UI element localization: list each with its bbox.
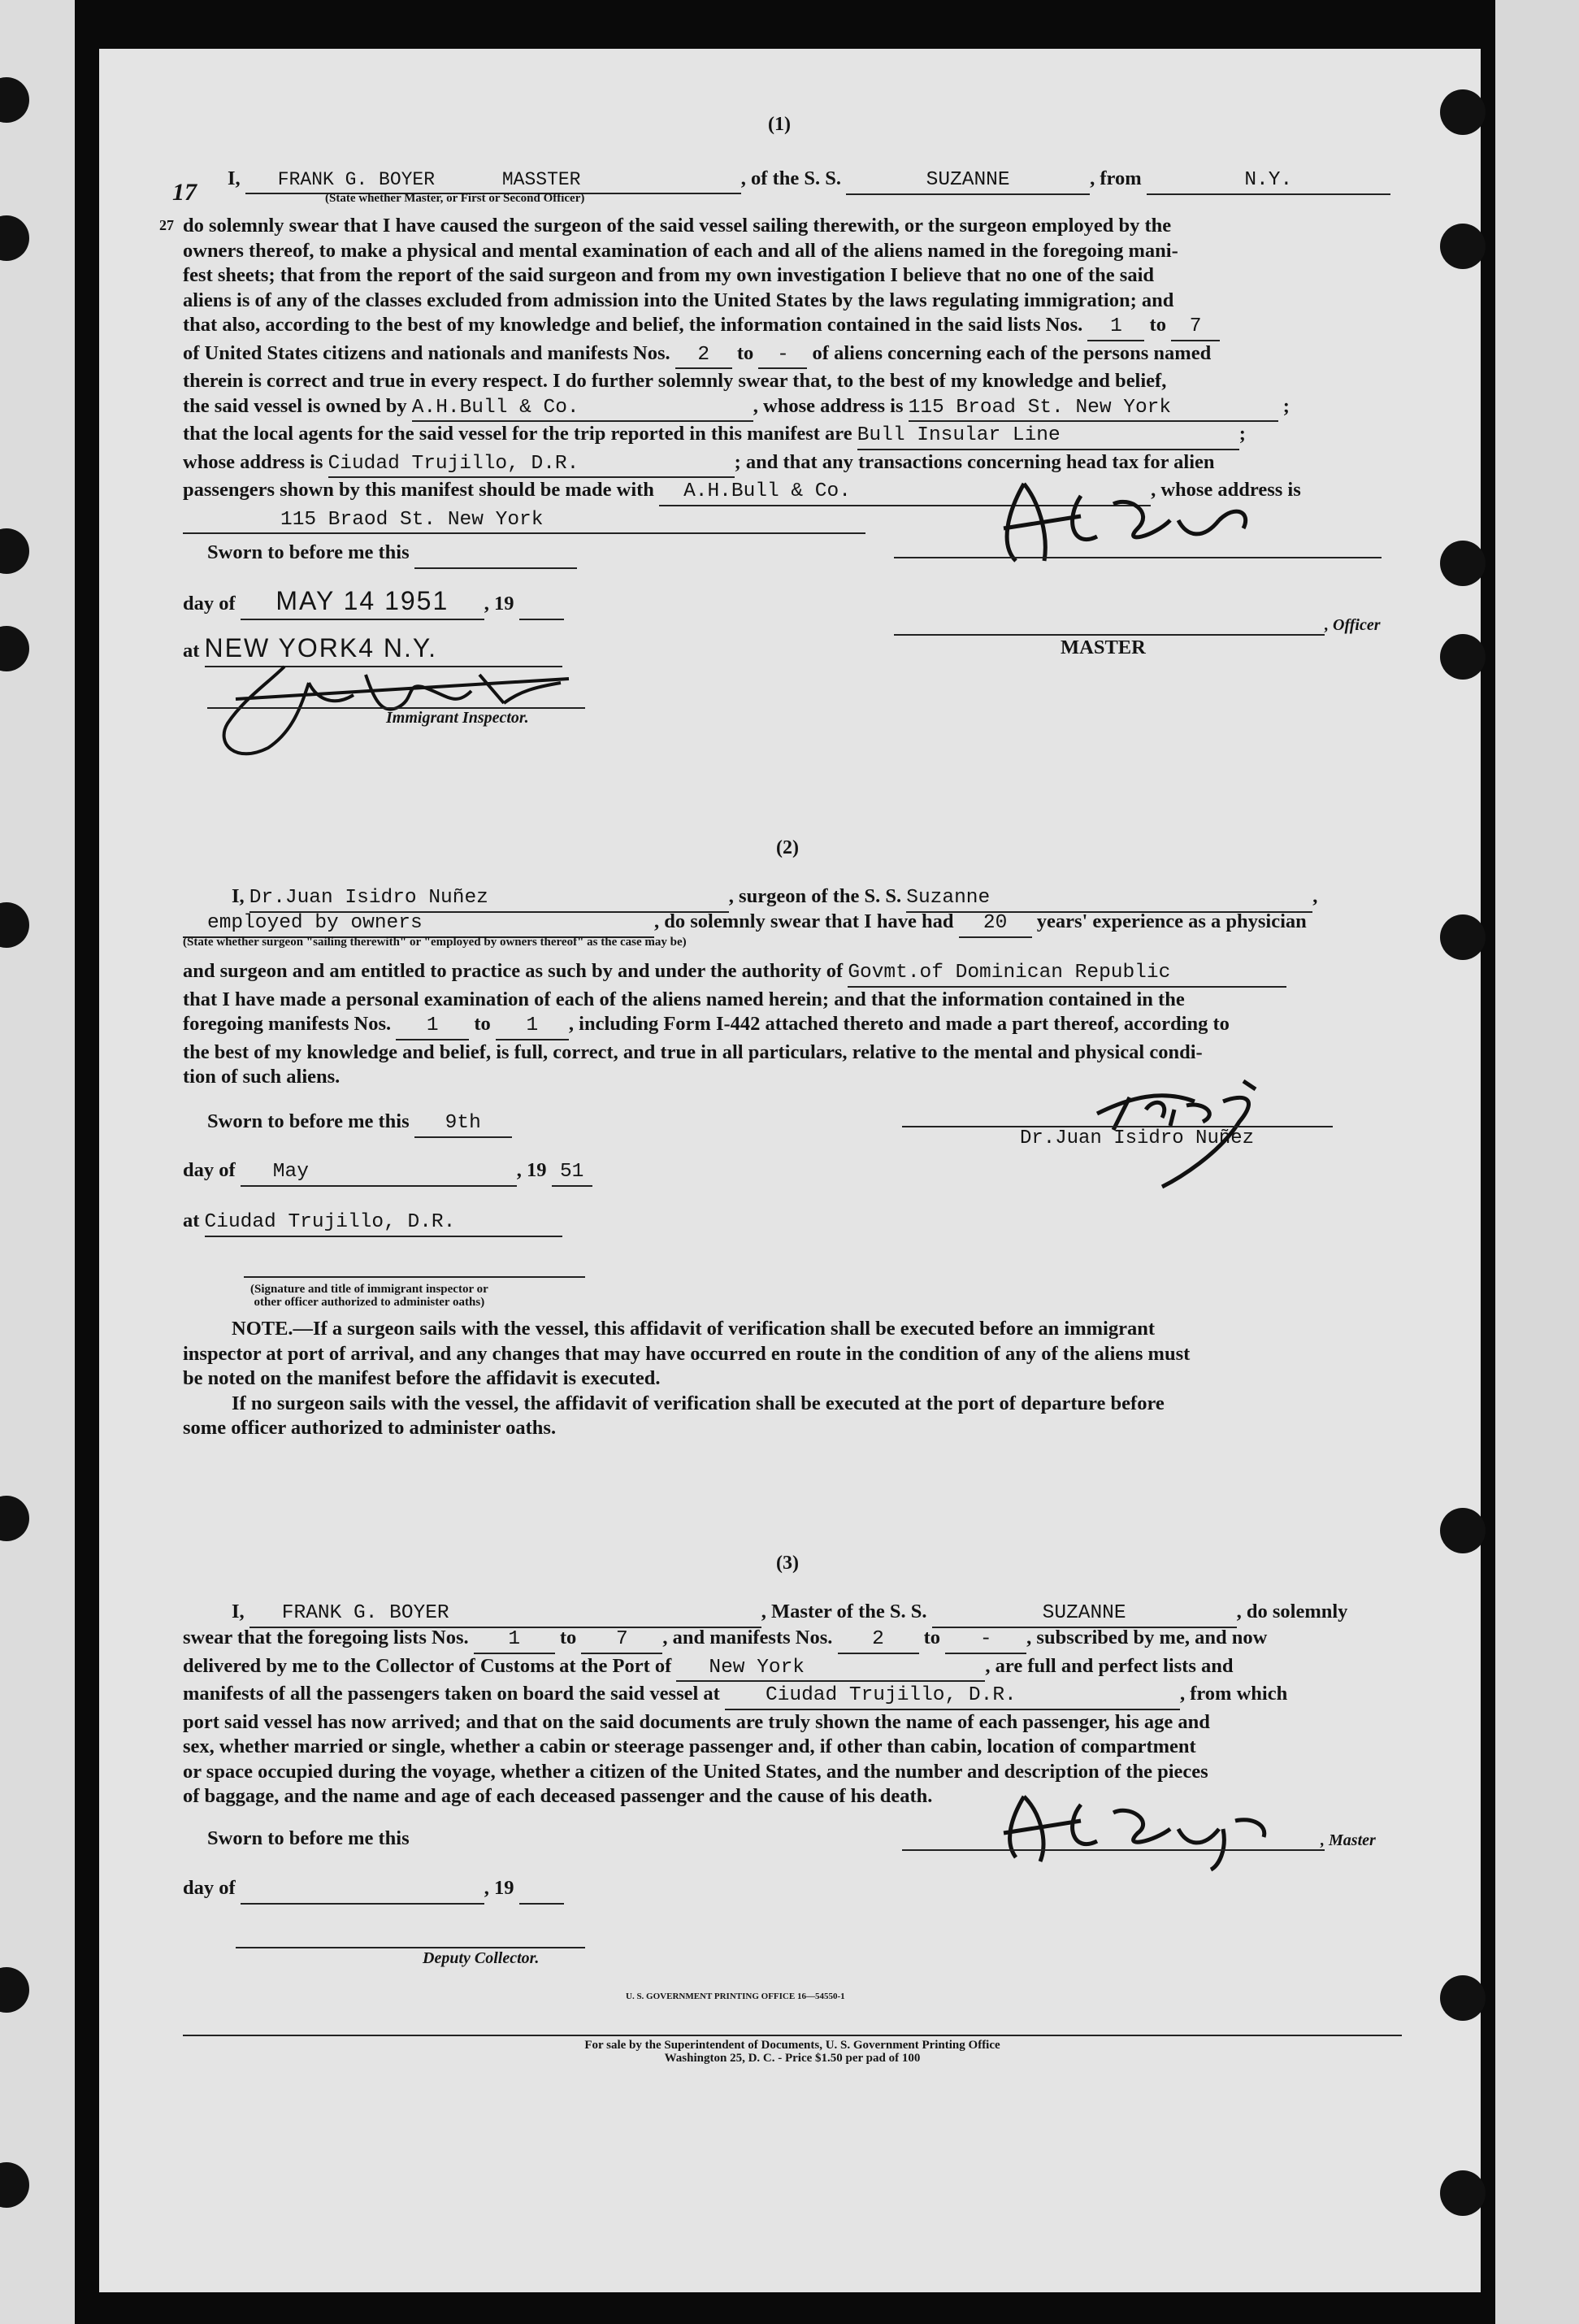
text: Sworn to before me this bbox=[207, 1827, 410, 1849]
sworn-line bbox=[207, 541, 577, 569]
text: day of bbox=[183, 1877, 236, 1899]
master-name: FRANK G. BOYER bbox=[277, 169, 436, 190]
text-to: to bbox=[1149, 314, 1166, 336]
inspector-caption: Immigrant Inspector. bbox=[386, 709, 529, 727]
text: passengers shown by this manifest should be made with bbox=[183, 479, 654, 501]
section1-first-line bbox=[228, 167, 1390, 195]
section3-body bbox=[183, 1626, 1402, 1809]
master-name-field bbox=[245, 167, 741, 194]
oath-line bbox=[183, 341, 1402, 370]
section-number: (3) bbox=[776, 1553, 799, 1574]
section3-first-line bbox=[232, 1600, 1347, 1628]
manifest-to-field: 1 bbox=[496, 1014, 569, 1040]
place-stamp: NEW YORK4 N.Y. bbox=[204, 633, 437, 662]
right-margin-strip bbox=[1495, 0, 1579, 2324]
margin-mark: 27 bbox=[159, 217, 174, 233]
manifest-from-field: 2 bbox=[838, 1627, 919, 1654]
text: Sworn to before me this bbox=[207, 1110, 410, 1132]
text: that also, according to the best of my knowledge and belief, the information contained in the said lists Nos. bbox=[183, 314, 1083, 336]
years-field: 20 bbox=[959, 911, 1032, 938]
year-field: 51 bbox=[552, 1160, 592, 1187]
text: swear that the foregoing lists Nos. bbox=[183, 1627, 469, 1649]
date-field bbox=[241, 1878, 484, 1905]
oath-line: the said vessel is owned by A.H.Bull & Co. , whose address is 115 Broad St. New York ; bbox=[183, 394, 1402, 423]
officer-caption: , Officer bbox=[1325, 616, 1381, 634]
surgeon-name-field: Dr.Juan Isidro Nuñez bbox=[249, 886, 729, 913]
oath-line: sex, whether married or single, whether a cabin or steerage passenger and, if other than cabin, location of compartment bbox=[183, 1735, 1196, 1757]
oath-line bbox=[183, 1654, 1402, 1683]
text: , 19 bbox=[516, 1159, 547, 1181]
rank: MASSTER bbox=[501, 169, 581, 190]
text: , subscribed by me, and now bbox=[1026, 1627, 1268, 1649]
place-field: Ciudad Trujillo, D.R. bbox=[205, 1210, 562, 1237]
text-to: to bbox=[559, 1627, 577, 1649]
text: , are full and perfect lists and bbox=[985, 1654, 1234, 1677]
master-signature-line bbox=[902, 1849, 1325, 1851]
master-signature-line bbox=[894, 557, 1382, 558]
master-signature bbox=[983, 1784, 1292, 1874]
text-I: I, bbox=[232, 1601, 245, 1622]
deputy-caption: Deputy Collector. bbox=[423, 1949, 540, 1967]
text-of-ss: , of the S. S. bbox=[740, 167, 841, 189]
text: Sworn to before me this bbox=[207, 541, 410, 563]
punch-hole-right bbox=[1440, 224, 1486, 269]
oath-line bbox=[183, 1626, 1402, 1654]
manifest-to-field: - bbox=[945, 1627, 1026, 1654]
administering-officer-line bbox=[244, 1276, 585, 1278]
punch-hole-right bbox=[1440, 914, 1486, 960]
punch-hole-right bbox=[1440, 89, 1486, 135]
text: , do solemnly swear that I have had bbox=[654, 910, 954, 932]
date-field bbox=[241, 586, 484, 620]
departure-field: Ciudad Trujillo, D.R. bbox=[725, 1683, 1180, 1710]
section2-first-line: I, Dr.Juan Isidro Nuñez , surgeon of the S. S. Suzanne , bbox=[232, 884, 1317, 913]
lists-to-field: 7 bbox=[581, 1627, 662, 1654]
section-number: (1) bbox=[768, 114, 791, 135]
lists-from-field: 1 bbox=[474, 1627, 555, 1654]
text: that the local agents for the said vessel for the trip reported in this manifest are bbox=[183, 423, 852, 445]
sworn-day-field bbox=[414, 542, 577, 569]
sworn-line bbox=[207, 1827, 410, 1852]
note-line: some officer authorized to administer oaths. bbox=[183, 1417, 557, 1439]
owner-field: A.H.Bull & Co. bbox=[412, 396, 753, 423]
text: day of bbox=[183, 1159, 236, 1181]
text: ; and that any transactions concerning head tax for alien bbox=[734, 450, 1215, 473]
port-field: New York bbox=[676, 1656, 985, 1683]
oath-line: fest sheets; that from the report of the said surgeon and from my own investigation I believe that no one of the said bbox=[183, 264, 1154, 286]
note-line: If no surgeon sails with the vessel, the affidavit of verification shall be executed at the port of departure before bbox=[232, 1392, 1165, 1414]
oath-line: of baggage, and the name and age of each deceased passenger and the cause of his death. bbox=[183, 1785, 933, 1807]
text: at bbox=[183, 640, 200, 662]
manifest-from-field: 2 bbox=[675, 343, 732, 370]
oath-line: that the local agents for the said vessel for the trip reported in this manifest are Bull Insular Line ; bbox=[183, 422, 1402, 450]
oath-line: that I have made a personal examination of each of the aliens named herein; and that the information contained in the bbox=[183, 988, 1185, 1010]
footer-line: For sale by the Superintendent of Documents, U. S. Government Printing Office bbox=[584, 2039, 1000, 2052]
text-to: to bbox=[474, 1013, 491, 1035]
text-to: to bbox=[736, 341, 754, 364]
text: , Master of the S. S. bbox=[761, 1601, 927, 1622]
text: , and manifests Nos. bbox=[662, 1627, 833, 1649]
oath-line: tion of such aliens. bbox=[183, 1066, 341, 1088]
tax-address-field: 115 Braod St. New York bbox=[183, 508, 865, 535]
text: , whose address is bbox=[1151, 479, 1301, 501]
employment-caption: (State whether surgeon "sailing therewith" or "employed by owners thereof" as the case may be) bbox=[183, 936, 687, 949]
at-line bbox=[183, 1209, 562, 1237]
text: of aliens concerning each of the persons named bbox=[812, 341, 1212, 364]
oath-line bbox=[183, 959, 1402, 988]
agents-field: Bull Insular Line bbox=[857, 424, 1239, 450]
section2-second-line bbox=[183, 910, 1307, 938]
punch-hole-right bbox=[1440, 634, 1486, 680]
text: at bbox=[183, 1210, 200, 1232]
year-field bbox=[519, 1878, 564, 1905]
oath-line: owners thereof, to make a physical and mental examination of each and all of the aliens named in the foregoing mani- bbox=[183, 239, 1178, 262]
sworn-line bbox=[207, 1110, 512, 1138]
signature-caption bbox=[250, 1283, 488, 1309]
master-caption: , Master bbox=[1321, 1831, 1376, 1849]
day-of-line bbox=[183, 1158, 592, 1187]
text: delivered by me to the Collector of Customs at the Port of bbox=[183, 1654, 672, 1677]
note-line: inspector at port of arrival, and any changes that may have occurred en route in the condition of any of the aliens must bbox=[183, 1342, 1191, 1365]
vessel-field: SUZANNE bbox=[932, 1601, 1237, 1628]
text: , including Form I-442 attached thereto and made a part thereof, according to bbox=[568, 1013, 1230, 1035]
master-name-field: FRANK G. BOYER bbox=[249, 1601, 761, 1628]
oath-line: the best of my knowledge and belief, is full, correct, and true in all particulars, relative to the mental and physical condi- bbox=[183, 1040, 1203, 1063]
text: day of bbox=[183, 593, 236, 615]
oath-line: or space occupied during the voyage, whether a citizen of the United States, and the number and description of the pieces bbox=[183, 1760, 1208, 1783]
margin-mark: 17 bbox=[172, 179, 197, 206]
employment-field: employed by owners bbox=[183, 911, 654, 938]
footer-line: Washington 25, D. C. - Price $1.50 per pad of 100 bbox=[664, 2052, 921, 2065]
caption-line: (Signature and title of immigrant inspector or bbox=[250, 1283, 488, 1296]
rank-caption: (State whether Master, or First or Second Officer) bbox=[325, 192, 585, 205]
manifest-to-field: - bbox=[758, 343, 807, 370]
text: and surgeon and am entitled to practice as such by and under the authority of bbox=[183, 960, 844, 982]
text: the said vessel is owned by bbox=[183, 394, 407, 417]
note-block bbox=[183, 1317, 1402, 1441]
lists-from-field: 1 bbox=[1087, 315, 1144, 341]
punch-hole-right bbox=[1440, 1508, 1486, 1553]
punch-hole-right bbox=[1440, 1975, 1486, 2021]
sworn-day-field: 9th bbox=[414, 1111, 512, 1138]
text: of United States citizens and nationals and manifests Nos. bbox=[183, 341, 670, 364]
year-field bbox=[519, 593, 564, 620]
surgeon-typed-name: Dr.Juan Isidro Nuñez bbox=[1020, 1127, 1255, 1149]
text: , surgeon of the S. S. bbox=[728, 885, 902, 907]
text-I: I, bbox=[232, 885, 245, 907]
agents-address-field: Ciudad Trujillo, D.R. bbox=[328, 452, 735, 479]
oath-line: therein is correct and true in every respect. I do further solemnly swear that, to the best of my knowledge and belief, bbox=[183, 370, 1167, 392]
tax-agent-field: A.H.Bull & Co. bbox=[659, 480, 1151, 506]
deputy-collector-line bbox=[236, 1947, 585, 1948]
text-from: , from bbox=[1090, 167, 1142, 189]
text: foregoing manifests Nos. bbox=[183, 1013, 392, 1035]
footer bbox=[183, 2039, 1402, 2065]
gpo-imprint: U. S. GOVERNMENT PRINTING OFFICE 16—54550-1 bbox=[626, 1992, 845, 2001]
vessel-field: SUZANNE bbox=[846, 168, 1090, 195]
oath-line: do solemnly swear that I have caused the surgeon of the said vessel sailing therewith, or the surgeon employed by the bbox=[183, 215, 1172, 237]
date-stamp: MAY 14 1951 bbox=[275, 586, 449, 615]
footer-rule bbox=[183, 2035, 1402, 2036]
officer-title: MASTER bbox=[1061, 636, 1146, 658]
punch-hole-right bbox=[1440, 2170, 1486, 2216]
text: , do solemnly bbox=[1236, 1601, 1348, 1622]
oath-line: port said vessel has now arrived; and that on the said documents are truly shown the name of each passenger, his age and bbox=[183, 1710, 1210, 1733]
text: , from which bbox=[1179, 1683, 1288, 1705]
text: , 19 bbox=[484, 593, 514, 615]
oath-line bbox=[183, 313, 1402, 341]
oath-line bbox=[183, 1682, 1402, 1710]
punch-hole-right bbox=[1440, 541, 1486, 586]
section-number: (2) bbox=[776, 837, 799, 858]
note-line: NOTE.—If a surgeon sails with the vessel, this affidavit of verification shall be executed before an immigrant bbox=[232, 1318, 1156, 1340]
text-I: I, bbox=[228, 167, 241, 189]
text: , 19 bbox=[484, 1877, 514, 1899]
text-to: to bbox=[923, 1627, 941, 1649]
from-port-field: N.Y. bbox=[1147, 168, 1390, 195]
text: , whose address is bbox=[753, 394, 904, 417]
text: whose address is bbox=[183, 450, 323, 473]
oath-line bbox=[183, 1012, 1402, 1040]
master-signature bbox=[975, 471, 1268, 577]
text: manifests of all the passengers taken on board the said vessel at bbox=[183, 1683, 720, 1705]
text: years' experience as a physician bbox=[1036, 910, 1307, 932]
vessel-field: Suzanne bbox=[906, 886, 1312, 913]
lists-to-field: 7 bbox=[1171, 315, 1220, 341]
owner-address-field: 115 Broad St. New York bbox=[909, 396, 1278, 423]
month-field: May bbox=[241, 1160, 517, 1187]
oath-line: aliens is of any of the classes excluded from admission into the United States by the laws regulating immigration; and bbox=[183, 289, 1174, 311]
day-of-line bbox=[183, 1876, 564, 1905]
authority-field: Govmt.of Dominican Republic bbox=[848, 961, 1286, 988]
day-of-line bbox=[183, 586, 564, 620]
note-line: be noted on the manifest before the affidavit is executed. bbox=[183, 1367, 661, 1389]
manifest-from-field: 1 bbox=[396, 1014, 469, 1040]
caption-line: other officer authorized to administer oaths) bbox=[254, 1296, 485, 1309]
